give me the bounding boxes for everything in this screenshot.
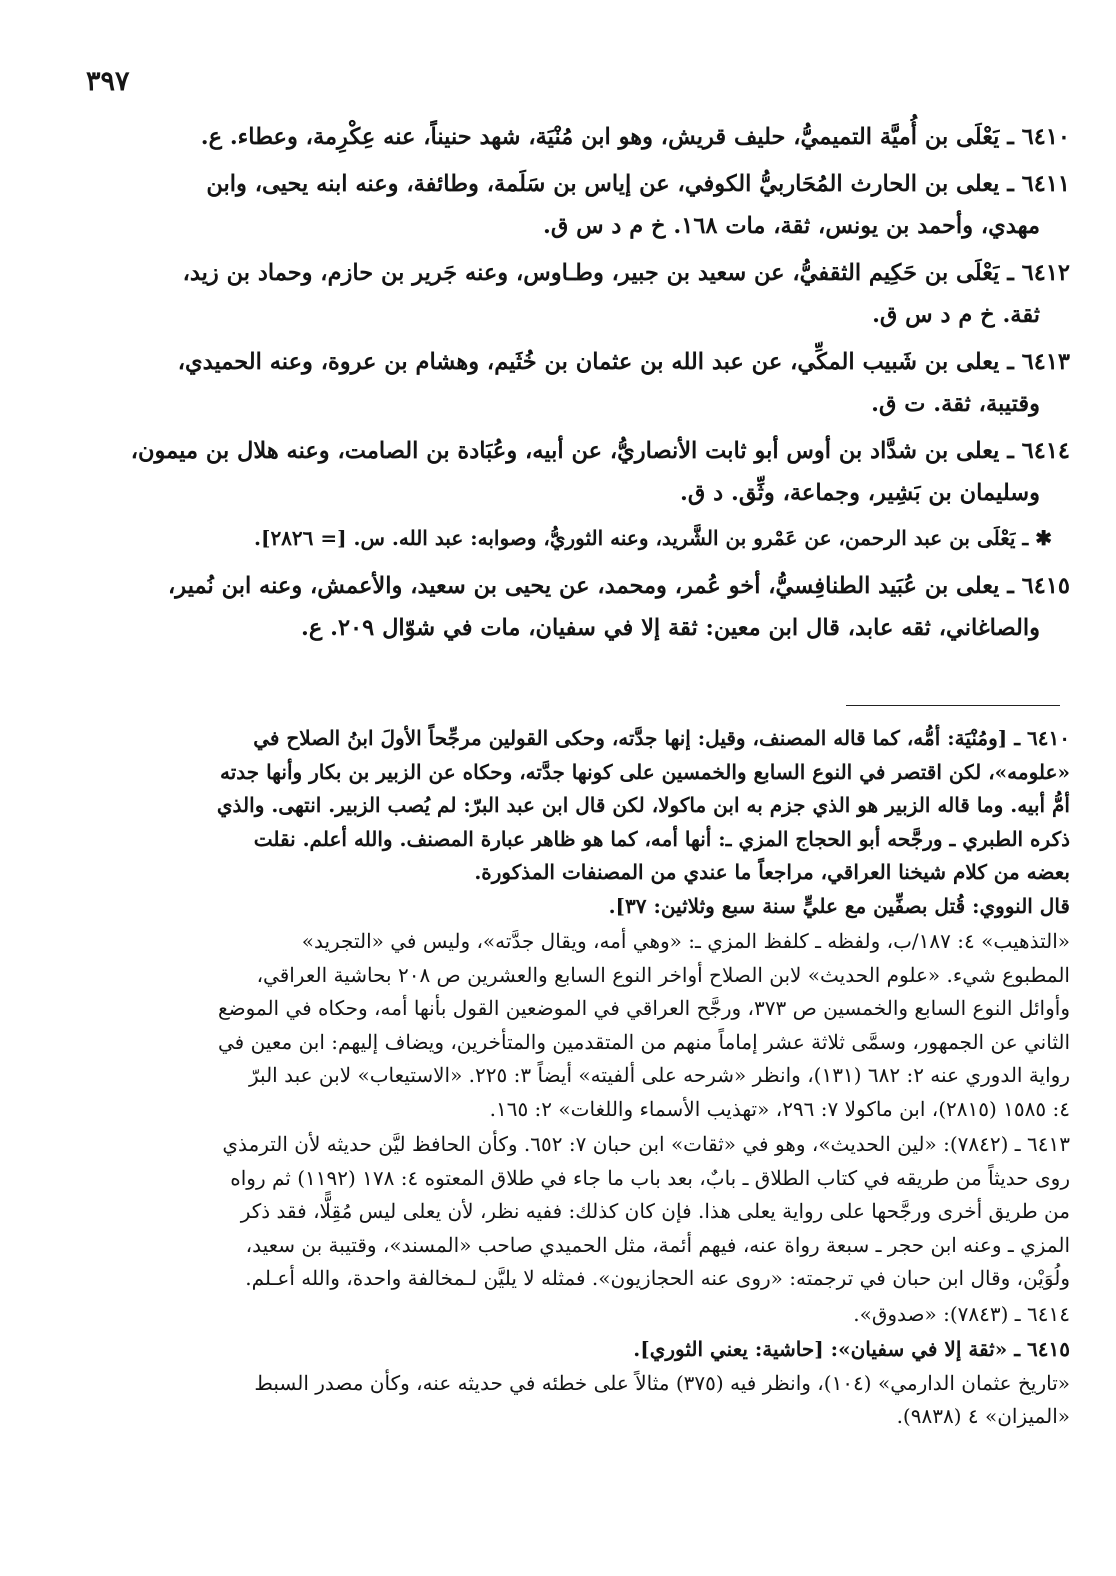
note-line: ذكره الطبري ـ ورجَّحه أبو الحجاج المزي ـ: أنها أمه، كما هو ظاهر عبارة المصنف. والله أعلم. نقلت [253,826,1070,851]
entry-text: يعلى بن شدَّاد بن أوس أبو ثابت الأنصاريُّ، عن أبيه، وعُبَادة بن الصامت، وعنه هلال بن ميمون، [130,438,1000,464]
note-6410-bold [86,722,1070,923]
page-number: ٣٩٧ [86,66,130,97]
footnote-divider [846,705,1060,706]
note-line: بعضه من كلام شيخنا العراقي، مراجعاً ما عندي من المصنفات المذكورة. [474,860,1070,884]
entry-text: يعلى بن شَبيب المكِّي، عن عبد الله بن عثمان بن خُثَيم، وهشام بن عروة، وعنه الحميدي، [177,349,1000,375]
note-line: «التذهيب» ٤: ١٨٧/ب، ولفظه ـ كلفظ المزي ـ: «وهي أمه، ويقال جدَّته»، وليس في «التجريد» [301,929,1070,953]
note-line: رواية الدوري عنه ٢: ٦٨٢ (١٣١)، وانظر «شرحه على ألفيته» أيضاً ٣: ٢٢٥. «الاستيعاب» لابن عبد البرّ [249,1063,1070,1087]
entry-text: يَعْلَى بن حَكِيم الثقفيُّ، عن سعيد بن جبير، وطـاوس، وعنه جَرير بن حازم، وحماد بن زيد، [182,260,1000,286]
note-6413 [86,1128,1070,1296]
note-line: ٦٤١٥ ـ «ثقة إلا في سفيان»: [حاشية: يعني الثوري]. [633,1337,1070,1361]
note-line: المزي ـ وعنه ابن حجر ـ سبعة رواة عنه، فيهم أئمة، مثل الحميدي صاحب «المسند»، وقتيبة بن سعيد، [245,1232,1070,1257]
note-line: ٦٤١٣ ـ (٧٨٤٢): «لين الحديث»، وهو في «ثقات» ابن حبان ٧: ٦٥٢. وكأن الحافظ ليَّن حديثه لأن الترمذي [222,1132,1070,1156]
entry-continuation: والصاغاني، ثقه عابد، قال ابن معين: ثقة إلا في سفيان، مات في شوّال ٢٠٩. ع. [301,615,1040,641]
note-line: ٦٤١٠ ـ [ومُنْيَة: أمُّه، كما قاله المصنف، وقيل: إنها جدَّته، وحكى القولين مرجِّحاً الأولَ ابنُ الصلاح في [253,726,1070,750]
entry-6412 [86,252,1070,336]
note-line: «تاريخ عثمان الدارمي» (١٠٤)، وانظر فيه (٣٧٥) مثالاً على خطئه في حديثه عنه، وكأن مصدر السبط [254,1370,1070,1395]
note-6414 [86,1298,1070,1332]
note-line: روى حديثاً من طريقه في كتاب الطلاق ـ بابٌ، بعد باب ما جاء في طلاق المعتوه ٤: ١٧٨ (١١٩٢) ثم رواه [230,1165,1070,1190]
note-line: المطبوع شيء. «علوم الحديث» لابن الصلاح أواخر النوع السابع والعشرين ص ٢٠٨ بحاشية العراقي، [256,962,1070,987]
entry-number: ٦٤١٢ ـ [1007,260,1070,286]
note-line: ٤: ١٥٨٥ (٢٨١٥)، ابن ماكولا ٧: ٢٩٦، «تهذيب الأسماء واللغات» ٢: ١٦٥. [489,1096,1070,1121]
footnotes [86,722,1070,1436]
note-line: أمُّ أبيه. وما قاله الزبير هو الذي جزم به ابن ماكولا، لكن قال ابن عبد البرّ: لم يُصب الزبير. انتهى. والذي [216,793,1070,817]
note-line: «علومه»، لكن اقتصر في النوع السابع والخمسين على كونها جدَّته، وحكاه عن الزبير بن بكار وأنها جدته [219,759,1070,784]
entry-continuation: مهدي، وأحمد بن يونس، ثقة، مات ١٦٨. خ م د س ق. [543,213,1040,239]
note-line: من طريق أخرى ورجَّحها على رواية يعلى هذا. فإن كان كذلك: ففيه نظر، لأن يعلى ليس مُقِلًّا، فقد ذكر [240,1199,1070,1223]
entry-continuation: وسليمان بن بَشِير، وجماعة، وثِّق. د ق. [680,480,1040,506]
entry-6411 [86,163,1070,247]
note-line: قال النووي: قُتل بصفِّين مع عليٍّ سنة سبع وثلاثين: ٣٧]. [608,893,1070,918]
entry-text: يعلى بن عُبَيد الطنافِسيُّ، أخو عُمر، ومحمد، عن يحيى بن سعيد، والأعمش، وعنه ابن نُمير، [168,573,1000,599]
entry-continuation: وقتيبة، ثقة. ت ق. [871,391,1040,417]
note-6415 [86,1333,1070,1434]
entry-number: ٦٤١٥ ـ [1007,573,1070,599]
entry-6410 [86,116,1070,158]
entry-number: ٦٤١١ ـ [1007,171,1070,197]
main-entries [86,116,1070,654]
entry-6414 [86,430,1070,514]
note-line: ولُوَيْن، وقال ابن حبان في ترجمته: «روى عنه الحجازيون». فمثله لا يليَّن لـمخالفة واحدة، والله أعـلم. [245,1266,1070,1290]
note-line: «الميزان» ٤ (٩٨٣٨). [896,1404,1070,1428]
entry-6413 [86,341,1070,425]
note-line: ٦٤١٤ ـ (٧٨٤٣): «صدوق». [853,1301,1070,1326]
note-6410-plain [86,925,1070,1126]
entry-text: يَعْلَى بن أُميَّة التميميُّ، حليف قريش، وهو ابن مُنْيَة، شهد حنيناً، عنه عِكْرِمة، وعطاء. ع. [200,124,1000,150]
entry-number: ٦٤١٤ ـ [1007,438,1070,464]
entry-6415 [86,565,1070,649]
entry-continuation: ثقة. خ م د س ق. [872,302,1040,328]
note-line: الثاني عن الجمهور، وسمَّى ثلاثة عشر إماماً منهم من المتقدمين والمتأخرين، ويضاف إليهم: ابن معين في [218,1029,1070,1054]
note-line: وأوائل النوع السابع والخمسين ص ٣٧٣، ورجَّح العراقي في الموضعين القول بأنها أمه، وحكاه في الموضع [217,996,1070,1020]
entry-number: ٦٤١٣ ـ [1007,349,1070,375]
entry-number: ٦٤١٠ ـ [1007,124,1070,150]
star-note: ✱ ـ يَعْلَى بن عبد الرحمن، عن عَمْرو بن الشَّريد، وعنه الثوريُّ، وصوابه: عبد الله. س. [= ٢٨٢٦]. [254,526,1052,550]
entry-text: يعلى بن الحارث المُحَاربيُّ الكوفي، عن إياس بن سَلَمة، وطائفة، وعنه ابنه يحيى، وابن [206,171,1000,197]
